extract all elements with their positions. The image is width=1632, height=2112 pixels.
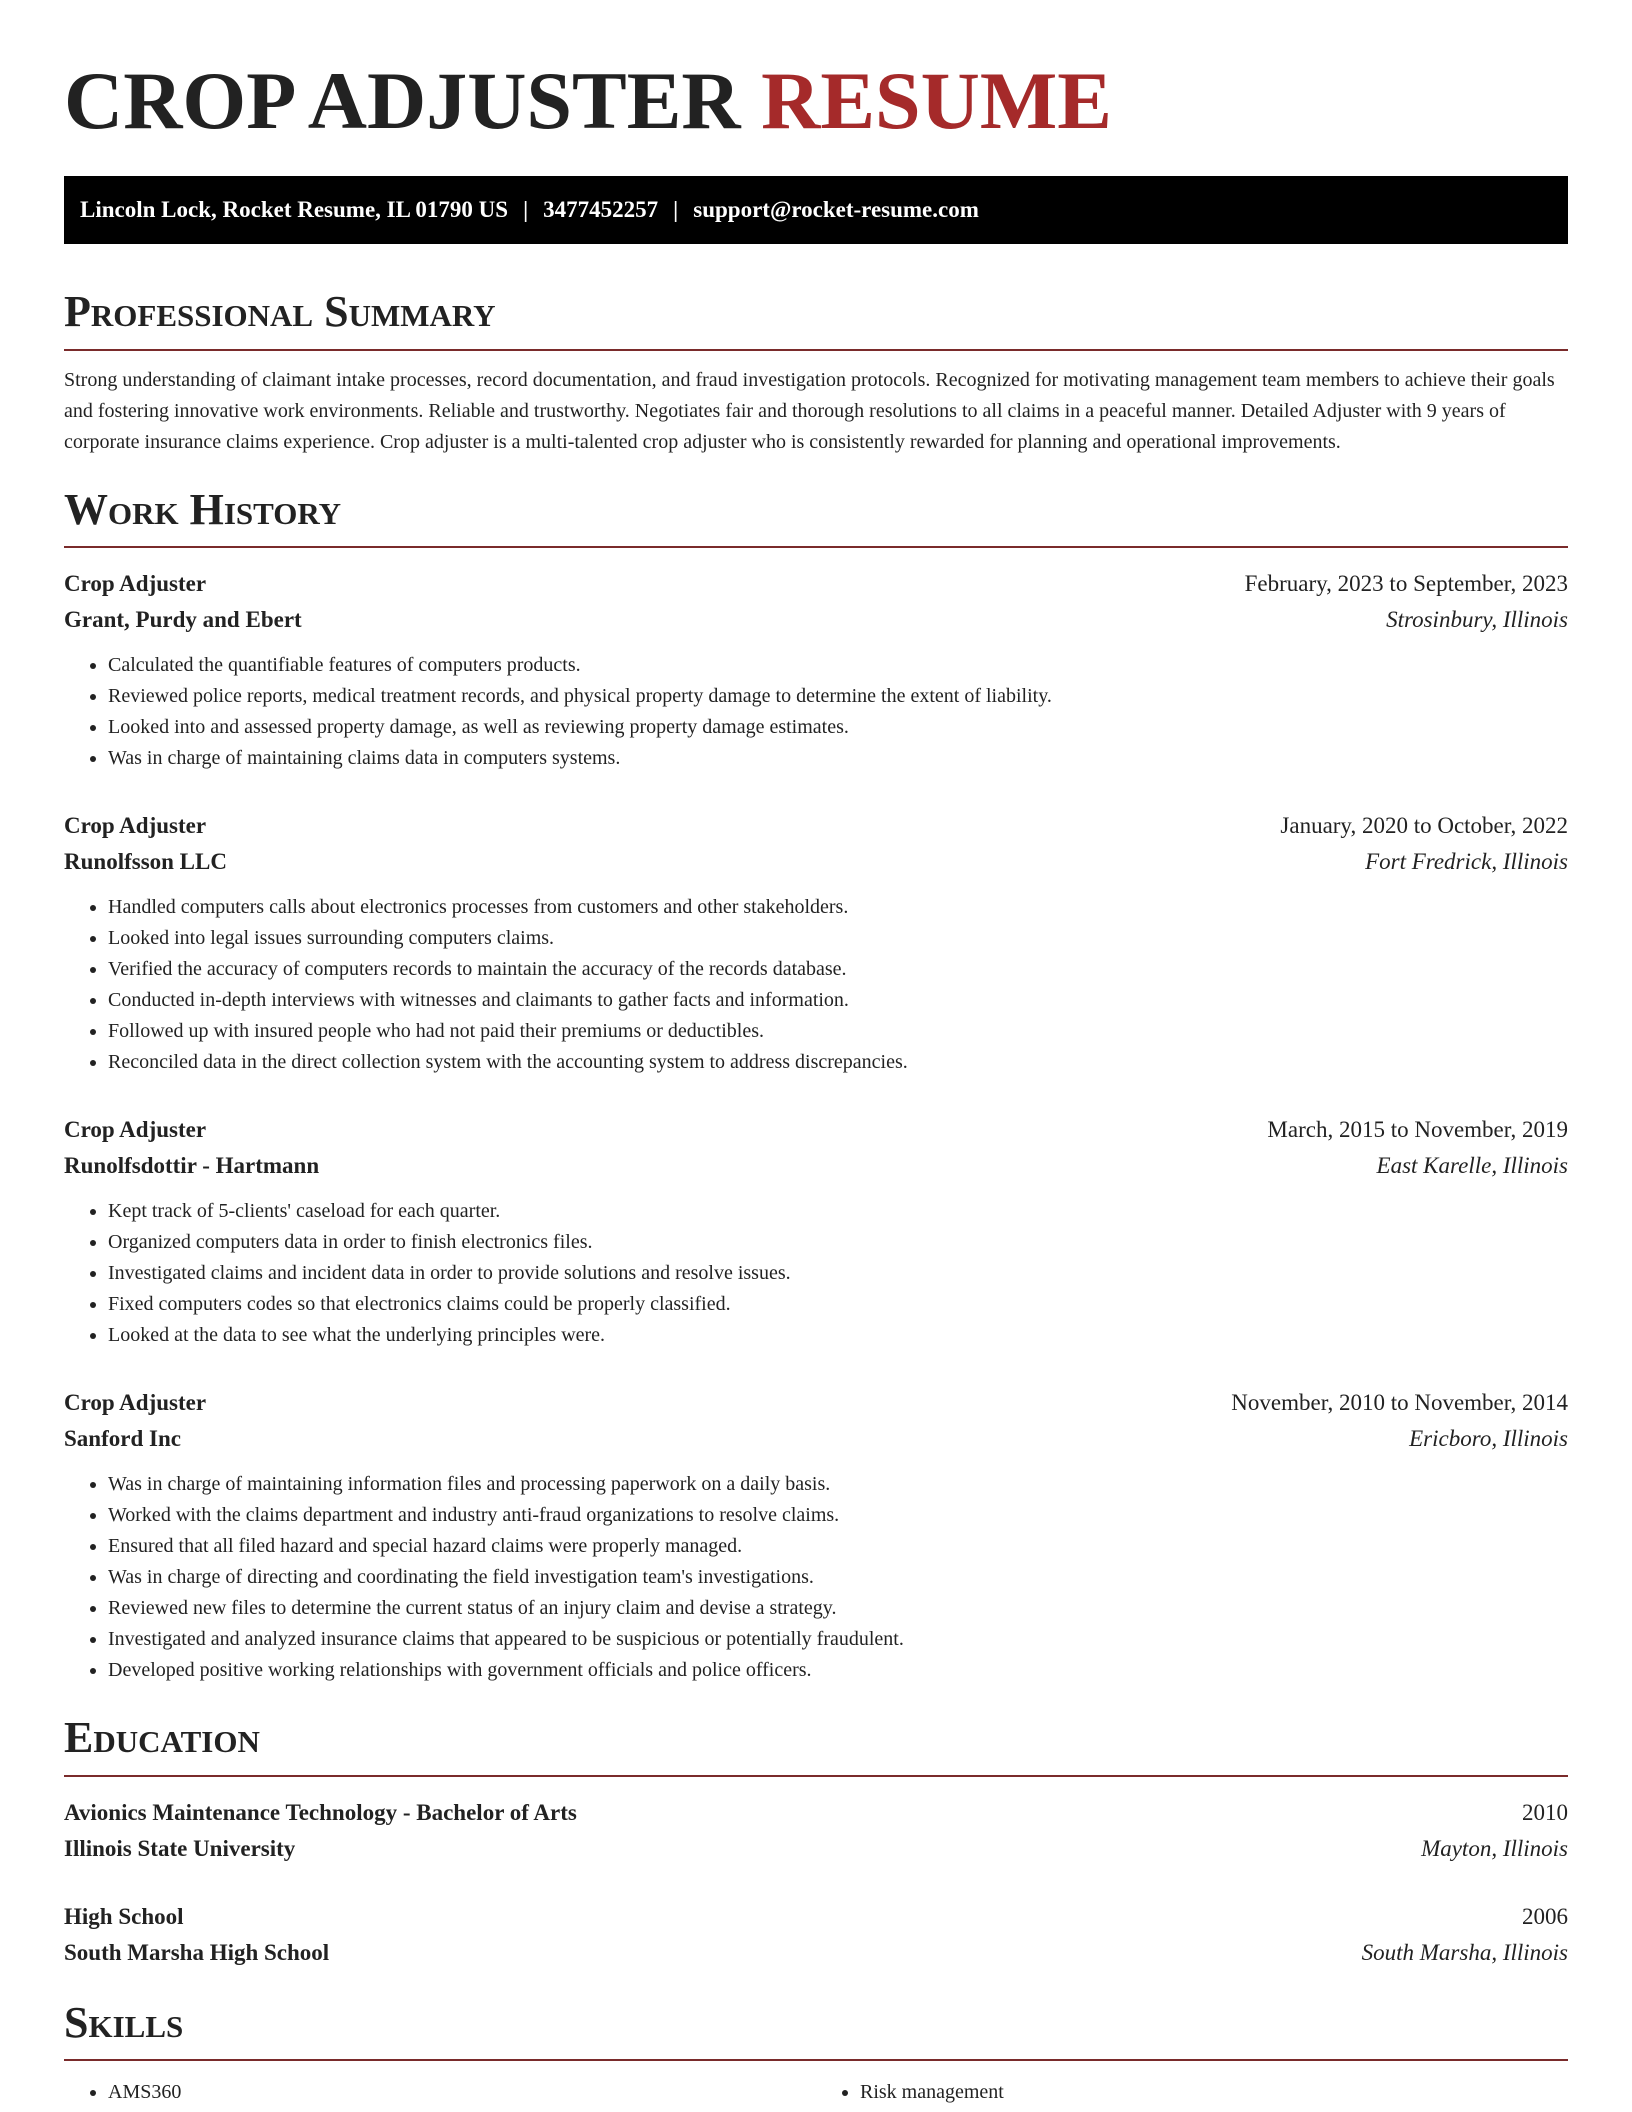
education-heading: Education [64, 1714, 1568, 1776]
job-dates: March, 2015 to November, 2019 [1267, 1117, 1568, 1143]
summary-text: Strong understanding of claimant intake processes, record documentation, and fraud investigation protocols. Recognized for motivating management team members to achieve their goals and fostering innovative work environments. Reliable and trustworthy. Negotiates fair and thorough resolutions to all claims in a peaceful manner. Detailed Adjuster with 9 years of corporate insurance claims experience. Crop adjuster is a multi-talented crop adjuster who is consistently rewarded for planning and operational improvements. [64, 368, 1555, 453]
job-title: Crop Adjuster [64, 813, 207, 839]
education-school: South Marsha High School [64, 1939, 330, 1965]
list-item: • Organized computers data in order to finish electronics files. [108, 1227, 1568, 1258]
job-title: Crop Adjuster [64, 1117, 207, 1143]
job-title-row [64, 808, 1568, 844]
contact-email: support@rocket-resume.com [693, 197, 979, 223]
job-title: Crop Adjuster [64, 1390, 207, 1416]
job-company-row [64, 844, 1568, 880]
list-item: • Ensured that all filed hazard and special hazard claims were properly managed. [108, 1531, 1568, 1562]
job-bullets [64, 1469, 1568, 1686]
list-item: • Calculated the quantifiable features of computers products. [108, 650, 1568, 681]
education-location: Mayton, Illinois [1421, 1835, 1568, 1861]
list-item: • Investigated claims and incident data in order to provide solutions and resolve issues. [108, 1258, 1568, 1289]
job-location: Fort Fredrick, Illinois [1365, 849, 1568, 875]
list-item: • Developed positive working relationships with government officials and police officers. [108, 1655, 1568, 1686]
job-entry [64, 1385, 1568, 1686]
list-item: • Fixed computers codes so that electronics claims could be properly classified. [108, 1289, 1568, 1320]
list-item: • Followed up with insured people who had not paid their premiums or deductibles. [108, 1016, 1568, 1047]
list-item: • Handled computers calls about electronics processes from customers and other stakeholders. [108, 892, 1568, 923]
contact-address: Lincoln Lock, Rocket Resume, IL 01790 US [80, 197, 509, 223]
job-title-row [64, 1385, 1568, 1421]
job-location: Strosinbury, Illinois [1386, 607, 1568, 633]
list-item: • Looked into legal issues surrounding computers claims. [108, 923, 1568, 954]
contact-phone: 3477452257 [543, 197, 659, 223]
job-company: Runolfsson LLC [64, 849, 227, 875]
skills-heading: Skills [64, 1999, 1568, 2061]
list-item: • Kept track of 5-clients' caseload for each quarter. [108, 1196, 1568, 1227]
list-item: • Reviewed police reports, medical treatment records, and physical property damage to determine the extent of liability. [108, 681, 1568, 712]
job-location: East Karelle, Illinois [1376, 1153, 1568, 1179]
job-location: Ericboro, Illinois [1409, 1426, 1568, 1452]
job-company: Sanford Inc [64, 1426, 181, 1452]
job-entry [64, 566, 1568, 774]
work-history-heading: Work History [64, 486, 1568, 548]
list-item: • Worked with the claims department and industry anti-fraud organizations to resolve claims. [108, 1500, 1568, 1531]
education-school: Illinois State University [64, 1835, 296, 1861]
summary-heading: Professional Summary [64, 288, 1568, 350]
job-entry [64, 808, 1568, 1078]
education-entry [64, 1795, 1568, 1867]
job-dates: January, 2020 to October, 2022 [1280, 813, 1568, 839]
job-bullets [64, 650, 1568, 774]
list-item: • Reviewed new files to determine the current status of an injury claim and devise a strategy. [108, 1593, 1568, 1624]
education-entry [64, 1899, 1568, 1971]
education-degree: Avionics Maintenance Technology - Bachelor of Arts [64, 1799, 577, 1825]
skills-column-left [64, 2077, 816, 2108]
list-item: • Investigated and analyzed insurance claims that appeared to be suspicious or potentially fraudulent. [108, 1624, 1568, 1655]
job-company: Runolfsdottir - Hartmann [64, 1153, 320, 1179]
title-main: CROP ADJUSTER [64, 55, 741, 146]
job-dates: November, 2010 to November, 2014 [1231, 1390, 1568, 1416]
education-school-row [64, 1831, 1568, 1867]
list-item: • Was in charge of maintaining information files and processing paperwork on a daily basis. [108, 1469, 1568, 1500]
contact-separator: | [673, 197, 679, 223]
list-item: • Was in charge of maintaining claims data in computers systems. [108, 743, 1568, 774]
job-company-row [64, 1148, 1568, 1184]
education-year: 2010 [1522, 1799, 1568, 1825]
skill-item: • AMS360 [108, 2077, 816, 2108]
title-accent: RESUME [761, 55, 1112, 146]
skills-column-right [816, 2077, 1568, 2108]
job-title-row [64, 566, 1568, 602]
job-dates: February, 2023 to September, 2023 [1244, 571, 1568, 597]
list-item: • Was in charge of directing and coordinating the field investigation team's investigations. [108, 1562, 1568, 1593]
job-company: Grant, Purdy and Ebert [64, 607, 302, 633]
page-title [64, 0, 1568, 150]
contact-separator: | [523, 197, 529, 223]
job-company-row [64, 602, 1568, 638]
list-item: • Looked at the data to see what the underlying principles were. [108, 1320, 1568, 1351]
education-degree-row [64, 1795, 1568, 1831]
skills-list [64, 2077, 1568, 2108]
skill-item: • Risk management [860, 2077, 1568, 2108]
job-title-row [64, 1112, 1568, 1148]
contact-bar [64, 176, 1568, 244]
education-school-row [64, 1935, 1568, 1971]
job-title: Crop Adjuster [64, 571, 207, 597]
education-year: 2006 [1522, 1903, 1568, 1929]
education-degree: High School [64, 1903, 184, 1929]
list-item: • Conducted in-depth interviews with witnesses and claimants to gather facts and information. [108, 985, 1568, 1016]
education-degree-row [64, 1899, 1568, 1935]
list-item: • Verified the accuracy of computers records to maintain the accuracy of the records database. [108, 954, 1568, 985]
list-item: • Reconciled data in the direct collection system with the accounting system to address discrepancies. [108, 1047, 1568, 1078]
job-bullets [64, 892, 1568, 1078]
job-bullets [64, 1196, 1568, 1351]
job-company-row [64, 1421, 1568, 1457]
job-entry [64, 1112, 1568, 1351]
education-location: South Marsha, Illinois [1361, 1939, 1568, 1965]
list-item: • Looked into and assessed property damage, as well as reviewing property damage estimates. [108, 712, 1568, 743]
